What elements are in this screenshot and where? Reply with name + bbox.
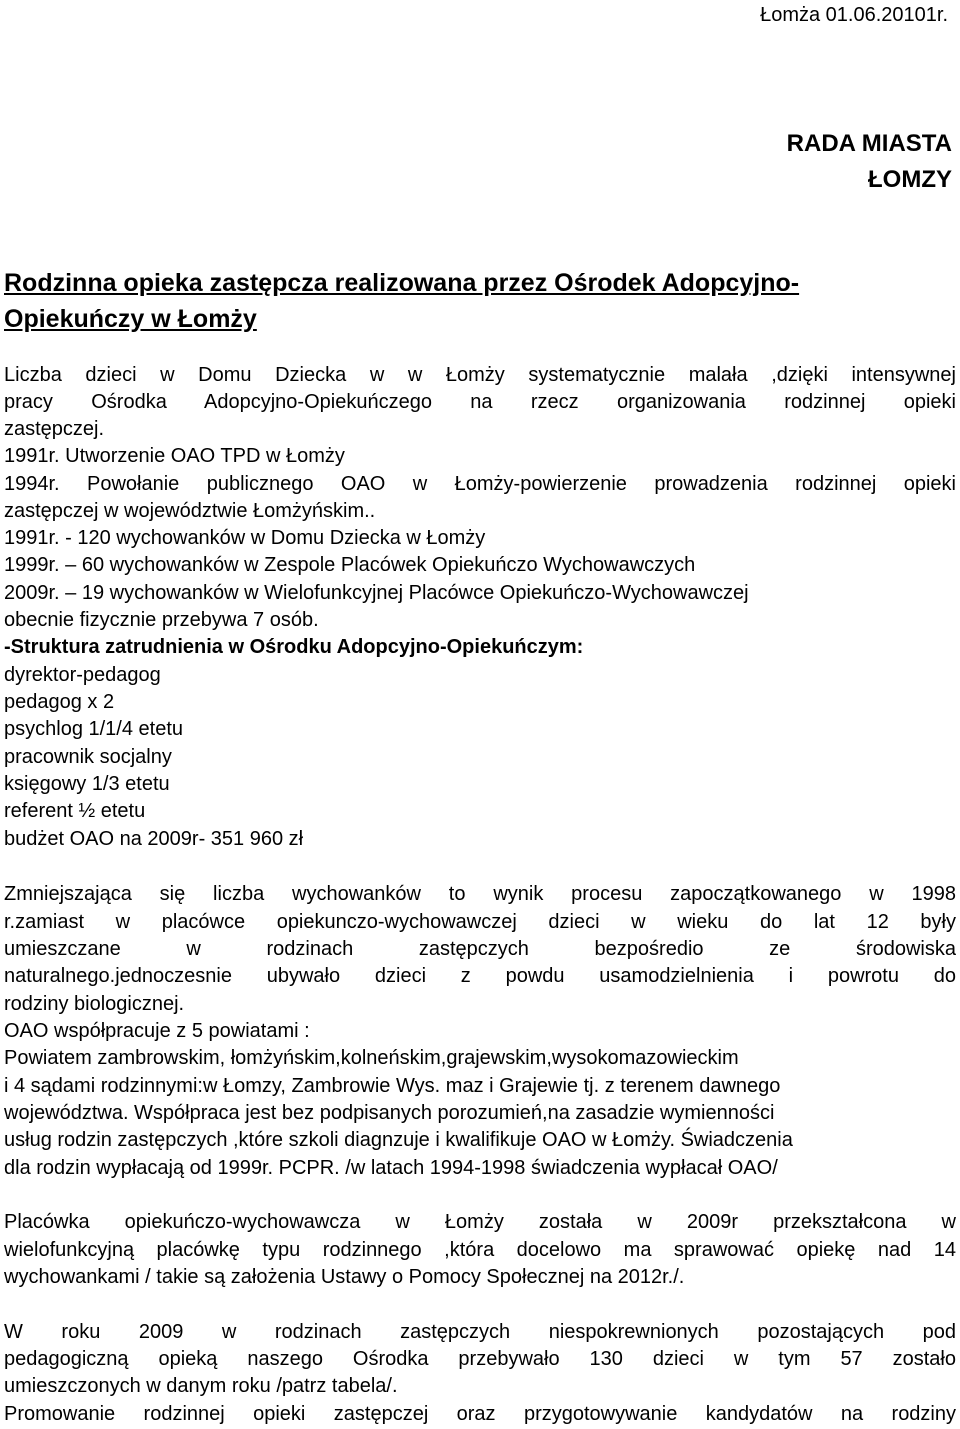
paragraph-line: r.zamiast w placówce opiekunczo-wychowawczej dzieci w wieku do lat 12 były	[4, 911, 956, 933]
history-item: 1994r. Powołanie publicznego OAO w Łomży-powierzenie prowadzenia rodzinnej opieki	[4, 473, 956, 495]
intro-line: zastępczej.	[4, 418, 105, 440]
paragraph-line: umieszczane w rodzinach zastępczych bezpośredio ze środowiska	[4, 938, 956, 960]
paragraph-line: OAO współpracuje z 5 powiatami :	[4, 1020, 310, 1042]
history-item: 1991r. Utworzenie OAO TPD w Łomży	[4, 445, 345, 467]
paragraph-line: Placówka opiekuńczo-wychowawcza w Łomży została w 2009r przekształcona w	[4, 1211, 956, 1233]
intro-line: pracy Ośrodka Adopcyjno-Opiekuńczego na rzecz organizowania rodzinnej opieki	[4, 391, 956, 413]
paragraph-line: wychowankami / takie są założenia Ustawy o Pomocy Społecznej na 2012r./.	[4, 1266, 685, 1288]
paragraph-line: województwa. Współpraca jest bez podpisanych porozumień,na zasadzie wymienności	[4, 1102, 775, 1124]
staffing-heading: -Struktura zatrudnienia w Ośrodku Adopcyjno-Opiekuńczym:	[4, 636, 584, 658]
paragraph-line: wielofunkcyjną placówkę typu rodzinnego ,która docelowo ma sprawować opiekę nad 14	[4, 1239, 956, 1261]
paragraph-line: usług rodzin zastępczych ,które szkoli diagnzuje i kwalifikuje OAO w Łomży. Świadczenia	[4, 1129, 793, 1151]
paragraph-line: Powiatem zambrowskim, łomżyńskim,kolneńskim,grajewskim,wysokomazowieckim	[4, 1047, 739, 1069]
history-item: obecnie fizycznie przebywa 7 osób.	[4, 609, 319, 631]
paragraph-line: naturalnego.jednoczesnie ubywało dzieci z powdu usamodzielnienia i powrotu do	[4, 965, 956, 987]
paragraph-line: Zmniejszająca się liczba wychowanków to wynik procesu zapoczątkowanego w 1998	[4, 883, 956, 905]
history-item: 1991r. - 120 wychowanków w Domu Dziecka w Łomży	[4, 527, 486, 549]
paragraph-line: rodziny biologicznej.	[4, 993, 185, 1015]
document-title-line-1: Rodzinna opieka zastępcza realizowana przez Ośrodek Adopcyjno-	[4, 269, 800, 297]
recipient-line-2: ŁOMZY	[868, 166, 952, 193]
intro-line: Liczba dzieci w Domu Dziecka w w Łomży systematycznie malała ,dzięki intensywnej	[4, 364, 956, 386]
document-title-line-2: Opiekuńczy w Łomży	[4, 305, 257, 333]
paragraph-line: Promowanie rodzinnej opieki zastępczej oraz przygotowywanie kandydatów na rodziny	[4, 1403, 956, 1425]
paragraph-line: umieszczonych w danym roku /patrz tabela/.	[4, 1375, 398, 1397]
staffing-item: pedagog x 2	[4, 691, 115, 713]
recipient-line-1: RADA MIASTA	[786, 130, 952, 157]
history-item: 1999r. – 60 wychowanków w Zespole Placówek Opiekuńczo Wychowawczych	[4, 554, 696, 576]
staffing-item: dyrektor-pedagog	[4, 664, 161, 686]
budget-line: budżet OAO na 2009r- 351 960 zł	[4, 828, 304, 850]
staffing-item: referent ½ etetu	[4, 800, 146, 822]
staffing-item: psychlog 1/1/4 etetu	[4, 718, 184, 740]
paragraph-line: pedagogiczną opieką naszego Ośrodka przebywało 130 dzieci w tym 57 zostało	[4, 1348, 956, 1370]
paragraph-line: i 4 sądami rodzinnymi:w Łomzy, Zambrowie Wys. maz i Grajewie tj. z terenem dawnego	[4, 1075, 781, 1097]
staffing-item: księgowy 1/3 etetu	[4, 773, 170, 795]
history-item: 2009r. – 19 wychowanków w Wielofunkcyjnej Placówce Opiekuńczo-Wychowawczej	[4, 582, 749, 604]
paragraph-line: dla rodzin wypłacają od 1999r. PCPR. /w latach 1994-1998 świadczenia wypłacał OAO/	[4, 1157, 778, 1179]
history-item: zastępczej w województwie Łomżyńskim..	[4, 500, 376, 522]
paragraph-line: W roku 2009 w rodzinach zastępczych niespokrewnionych pozostających pod	[4, 1321, 956, 1343]
staffing-item: pracownik socjalny	[4, 746, 172, 768]
document-date: Łomża 01.06.20101r.	[760, 4, 948, 26]
